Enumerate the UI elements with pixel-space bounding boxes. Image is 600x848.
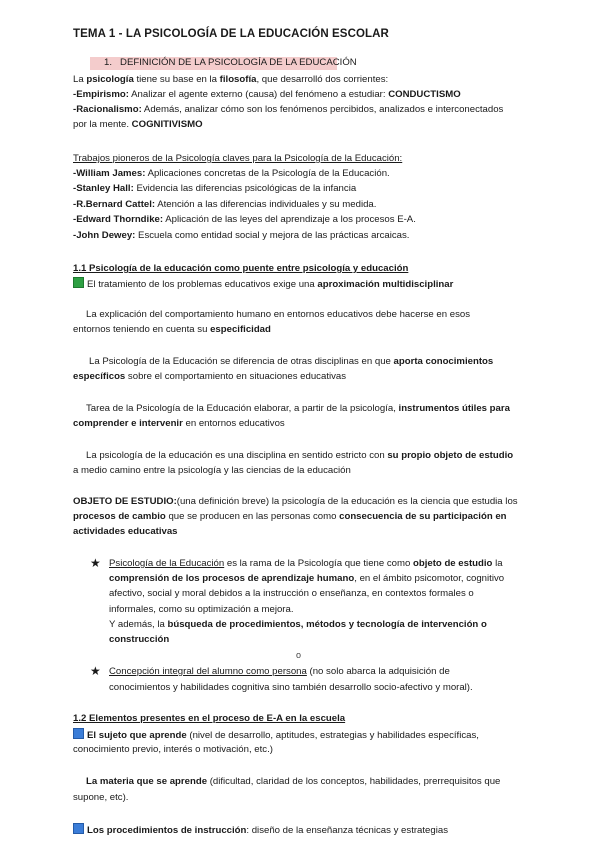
- text: El tratamiento de los problemas educativos exige una: [87, 279, 318, 290]
- text-bold: instrumentos útiles para: [398, 403, 510, 414]
- text: (nivel de desarrollo, aptitudes, estrategias y habilidades específicas,: [186, 730, 479, 741]
- s12-e2-line1: [86, 776, 500, 788]
- text: por la mente.: [73, 119, 132, 130]
- text-bold: objeto de estudio: [413, 558, 493, 569]
- pioneer-name: -William James:: [73, 168, 146, 179]
- text-bold: El sujeto que aprende: [87, 730, 187, 741]
- objeto-line2: [73, 511, 507, 523]
- text: La psicología de la educación es una disciplina en sentido estricto con: [86, 450, 388, 461]
- text: tiene su base en la: [133, 74, 220, 85]
- bullet-1-line4: informales, como su optimización a mejora.: [109, 604, 294, 615]
- pioneer-text: Atención a las diferencias individuales y su medida.: [155, 199, 377, 210]
- text-bold: especificidad: [210, 324, 271, 335]
- term: -Racionalismo:: [73, 104, 142, 115]
- text: (dificultad, claridad de los conceptos, habilidades, prerrequisitos que: [207, 776, 501, 787]
- text: , en el ámbito psicomotor, cognitivo: [354, 573, 505, 584]
- tag: CONDUCTISMO: [388, 89, 461, 100]
- bullet-1-line6: construcción: [109, 634, 170, 645]
- green-square-icon: [73, 277, 84, 288]
- s11-p3-line2: [73, 371, 346, 383]
- section-1-1-heading: 1.1 Psicología de la educación como puente entre psicología y educación: [73, 263, 409, 274]
- pioneer-text: Escuela como entidad social y mejora de las prácticas arcaicas.: [135, 230, 410, 241]
- text-bold: filosofía: [219, 74, 257, 85]
- text-bold: psicología: [86, 74, 134, 85]
- text: (una definición breve) la psicología de la educación es la ciencia que estudia los: [176, 496, 518, 507]
- section-1-2-heading: 1.2 Elementos presentes en el proceso de E-A en la escuela: [73, 713, 346, 724]
- pioneer-text: Aplicaciones concretas de la Psicología de la Educación.: [145, 168, 390, 179]
- text-bold: procesos de cambio: [73, 511, 166, 522]
- s11-p2-line2: [73, 324, 271, 336]
- star-icon: ★: [90, 556, 101, 570]
- text: : diseño de la enseñanza técnicas y estrategias: [246, 825, 448, 836]
- text-bold: específicos: [73, 371, 126, 382]
- tag: COGNITIVISMO: [131, 119, 203, 130]
- pioneer-name: -Edward Thorndike:: [73, 214, 164, 225]
- empirismo-line: [73, 89, 461, 101]
- text-underline: Psicología de la Educación: [109, 558, 225, 569]
- s12-e3-line1: [73, 823, 448, 837]
- section-1-label: DEFINICIÓN DE LA PSICOLOGÍA DE LA EDUCACIÓN: [120, 57, 357, 68]
- star-icon: ★: [90, 664, 101, 678]
- s11-p4-line2: [73, 418, 285, 430]
- text: Analizar el agente externo (causa) del fenómeno a estudiar:: [128, 89, 389, 100]
- text-bold: aproximación multidisciplinar: [317, 279, 454, 290]
- text: en entornos educativos: [182, 418, 285, 429]
- stray-mark: o: [296, 650, 302, 660]
- pioneer-item: [73, 199, 376, 211]
- pioneer-item: [73, 183, 356, 195]
- s12-e1-line2: conocimiento previo, interés o motivación, etc.): [73, 744, 273, 755]
- pioneer-name: -R.Bernard Cattel:: [73, 199, 156, 210]
- text: la: [492, 558, 503, 569]
- text-bold: Los procedimientos de instrucción: [87, 825, 247, 836]
- pioneer-item: [73, 214, 416, 226]
- s11-p4-line1: [86, 403, 510, 415]
- s11-p5-line1: [86, 450, 513, 462]
- bullet-1-line1: [109, 558, 503, 570]
- text: es la rama de la Psicología que tiene como: [224, 558, 413, 569]
- s12-e1-line1: [73, 728, 479, 742]
- text-bold: comprensión de los procesos de aprendizaje humano: [109, 573, 355, 584]
- bullet-1-line3: afectivo, social y moral debidos a la instrucción o enseñanza, en contextos formales o: [109, 588, 474, 599]
- text-underline: Concepción integral del alumno como persona: [109, 666, 307, 677]
- text: Y además, la: [109, 619, 168, 630]
- text-bold: comprender e intervenir: [73, 418, 183, 429]
- text: (no solo abarca la adquisición de: [306, 666, 450, 677]
- bullet-1-line2: [109, 573, 504, 585]
- section-1-heading: [104, 57, 357, 69]
- s11-p1: [73, 277, 453, 291]
- text: Tarea de la Psicología de la Educación elaborar, a partir de la psicología,: [86, 403, 399, 414]
- pioneer-name: -Stanley Hall:: [73, 183, 134, 194]
- racionalismo-line-1: [73, 104, 503, 116]
- term: -Empirismo:: [73, 89, 129, 100]
- text-bold: consecuencia de su participación en: [339, 511, 507, 522]
- s11-p2-line1: La explicación del comportamiento humano en entornos educativos debe hacerse en esos: [86, 309, 470, 320]
- text-bold: La materia que se aprende: [86, 776, 208, 787]
- intro-line: [73, 74, 388, 86]
- text: entornos teniendo en cuenta su: [73, 324, 211, 335]
- blue-square-icon: [73, 823, 84, 834]
- pioneer-text: Evidencia las diferencias psicológicas de la infancia: [133, 183, 357, 194]
- objeto-line3: actividades educativas: [73, 526, 178, 537]
- text: La: [73, 74, 87, 85]
- objeto-line1: [73, 496, 518, 508]
- text: que se producen en las personas como: [165, 511, 340, 522]
- pioneer-text: Aplicación de las leyes del aprendizaje a los procesos E-A.: [163, 214, 416, 225]
- document-title: TEMA 1 - LA PSICOLOGÍA DE LA EDUCACIÓN ESCOLAR: [73, 28, 389, 40]
- term: OBJETO DE ESTUDIO:: [73, 496, 177, 507]
- bullet-1-line5: [109, 619, 487, 631]
- text: sobre el comportamiento en situaciones educativas: [125, 371, 347, 382]
- s12-e2-line2: supone, etc).: [73, 792, 129, 803]
- pioneer-item: [73, 168, 390, 180]
- bullet-2-line1: [109, 666, 450, 678]
- bullet-2-line2: conocimientos y habilidades cognitiva sino también desarrollo socio-afectivo y moral).: [109, 682, 473, 693]
- blue-square-icon: [73, 728, 84, 739]
- pioneer-item: [73, 230, 409, 242]
- text-bold: su propio objeto de estudio: [387, 450, 514, 461]
- text-bold: búsqueda de procedimientos, métodos y tecnología de intervención o: [167, 619, 487, 630]
- section-1-number: 1.: [104, 57, 113, 68]
- text-bold: aporta conocimientos: [393, 356, 494, 367]
- s11-p3-line1: [89, 356, 493, 368]
- pioneer-name: -John Dewey:: [73, 230, 136, 241]
- text: La Psicología de la Educación se diferencia de otras disciplinas en que: [89, 356, 394, 367]
- text: Además, analizar cómo son los fenómenos percibidos, analizados e interconectados: [141, 104, 504, 115]
- s11-p5-line2: a medio camino entre la psicología y las ciencias de la educación: [73, 465, 351, 476]
- text: , que desarrolló dos corrientes:: [256, 74, 389, 85]
- racionalismo-line-2: [73, 119, 203, 131]
- pioneers-heading: Trabajos pioneros de la Psicología claves para la Psicología de la Educación:: [73, 153, 403, 164]
